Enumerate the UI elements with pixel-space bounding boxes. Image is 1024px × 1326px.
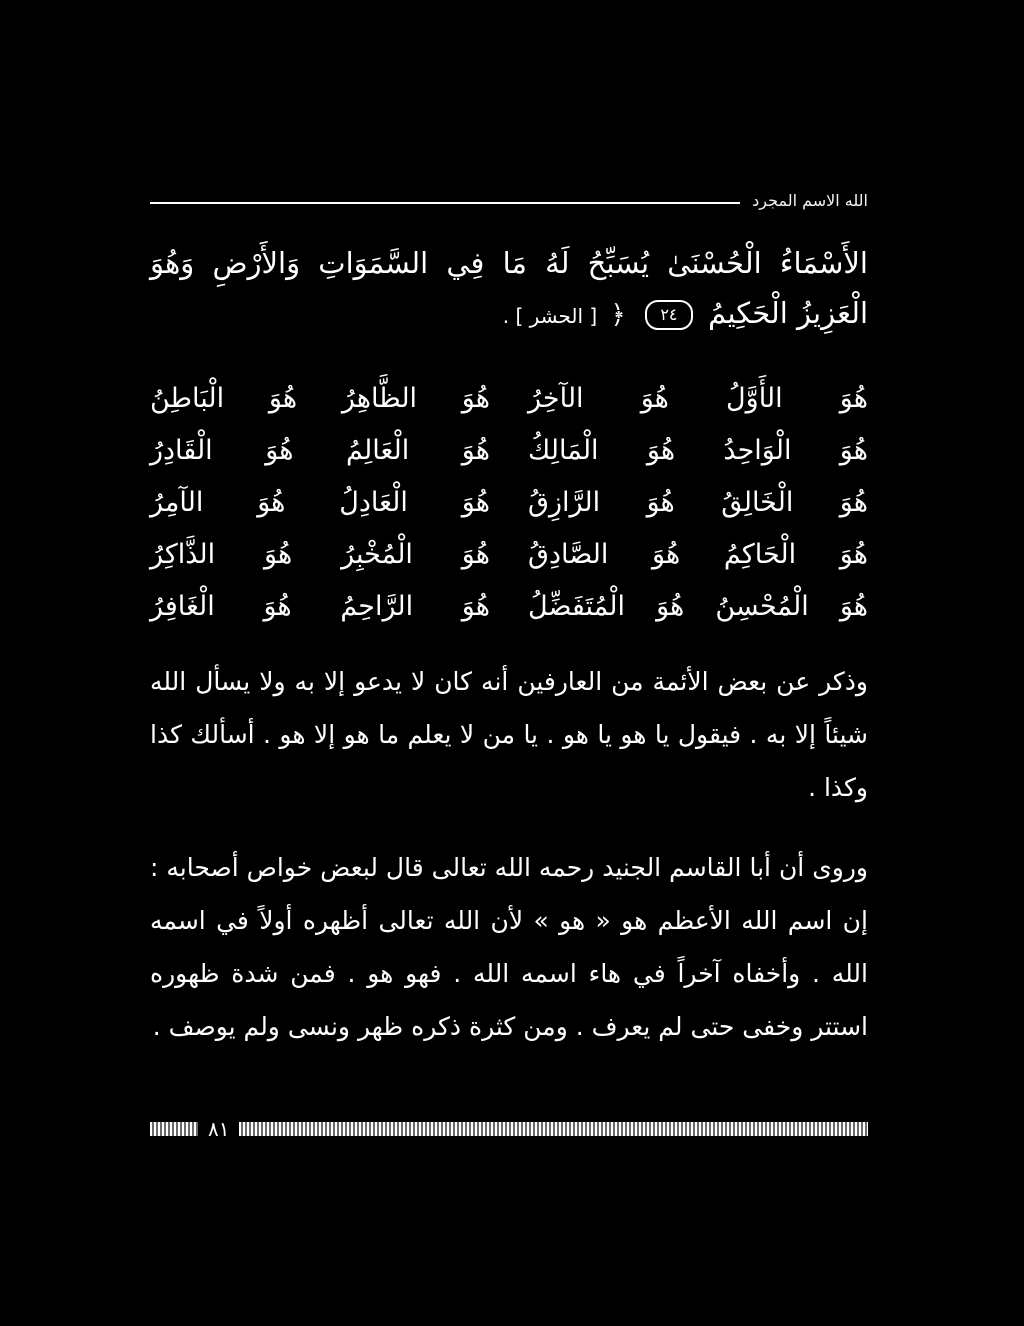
quran-brace: ﴿ [610, 300, 626, 330]
poem-verse [150, 528, 868, 580]
poem-hemistich-left: هُوَ الْعَالِمُ هُوَ الْقَادِرُ [150, 434, 490, 466]
quran-verse [150, 238, 868, 341]
poem-verse [150, 476, 868, 528]
poem-verse [150, 372, 868, 424]
poem-hemistich-left: هُوَ الْمُخْبِرُ هُوَ الذَّاكِرُ [150, 538, 490, 570]
poem [150, 372, 868, 632]
poem-hemistich-right: هُوَ الْوَاحِدُ هُوَ الْمَالِكُ [528, 434, 868, 466]
paragraph-junayd: وروى أن أبا القاسم الجنيد رحمه الله تعالى قال لبعض خواص أصحابه : إن اسم الله الأعظم هو « هو » لأن الله تعالى أظهره أولاً في اسمه الله . وأخفاه آخراً في هاء اسمه الله . فهو هو . فمن شدة ظهوره استتر وخفى حتى لم يعرف . ومن كثرة ذكره ظهر ونسى ولم يوصف . [150, 853, 868, 1041]
running-title: الله الاسم المجرد [752, 190, 868, 210]
surah-reference: [ الحشر ] . [502, 304, 598, 328]
poem-verse [150, 580, 868, 632]
poem-hemistich-left: هُوَ الرَّاحِمُ هُوَ الْغَافِرُ [150, 590, 490, 622]
footer-ornament-right [239, 1122, 868, 1136]
footer-ornament-left [150, 1122, 198, 1136]
book-page [150, 180, 868, 1140]
poem-hemistich-right: هُوَ الْمُحْسِنُ هُوَ الْمُتَفَضِّلُ [528, 590, 868, 622]
running-header [150, 180, 868, 220]
poem-hemistich-right: هُوَ الْخَالِقُ هُوَ الرَّازِقُ [528, 486, 868, 518]
poem-verse [150, 424, 868, 476]
poem-hemistich-right: هُوَ الأَوَّلُ هُوَ الآخِرُ [528, 382, 868, 414]
poem-hemistich-left: هُوَ الْعَادِلُ هُوَ الآمِرُ [150, 486, 490, 518]
header-rule [150, 202, 740, 204]
page-number: ٨١ [208, 1117, 230, 1141]
poem-hemistich-right: هُوَ الْحَاكِمُ هُوَ الصَّادِقُ [528, 538, 868, 570]
quran-verse-text: الأَسْمَاءُ الْحُسْنَىٰ يُسَبِّحُ لَهُ مَا فِي السَّمَوَاتِ وَالأَرْضِ وَهُوَ الْعَزِيزُ الْحَكِيمُ [150, 246, 868, 330]
ayah-number-marker: ٢٤ [645, 300, 693, 330]
paragraph-dhikr: وذكر عن بعض الأئمة من العارفين أنه كان لا يدعو إلا به ولا يسأل الله شيئاً إلا به . فيقول يا هو يا هو . يا من لا يعلم ما هو إلا هو . أسألك كذا وكذا . [150, 667, 868, 802]
page-footer [150, 1118, 868, 1140]
poem-hemistich-left: هُوَ الظَّاهِرُ هُوَ الْبَاطِنُ [150, 382, 490, 414]
